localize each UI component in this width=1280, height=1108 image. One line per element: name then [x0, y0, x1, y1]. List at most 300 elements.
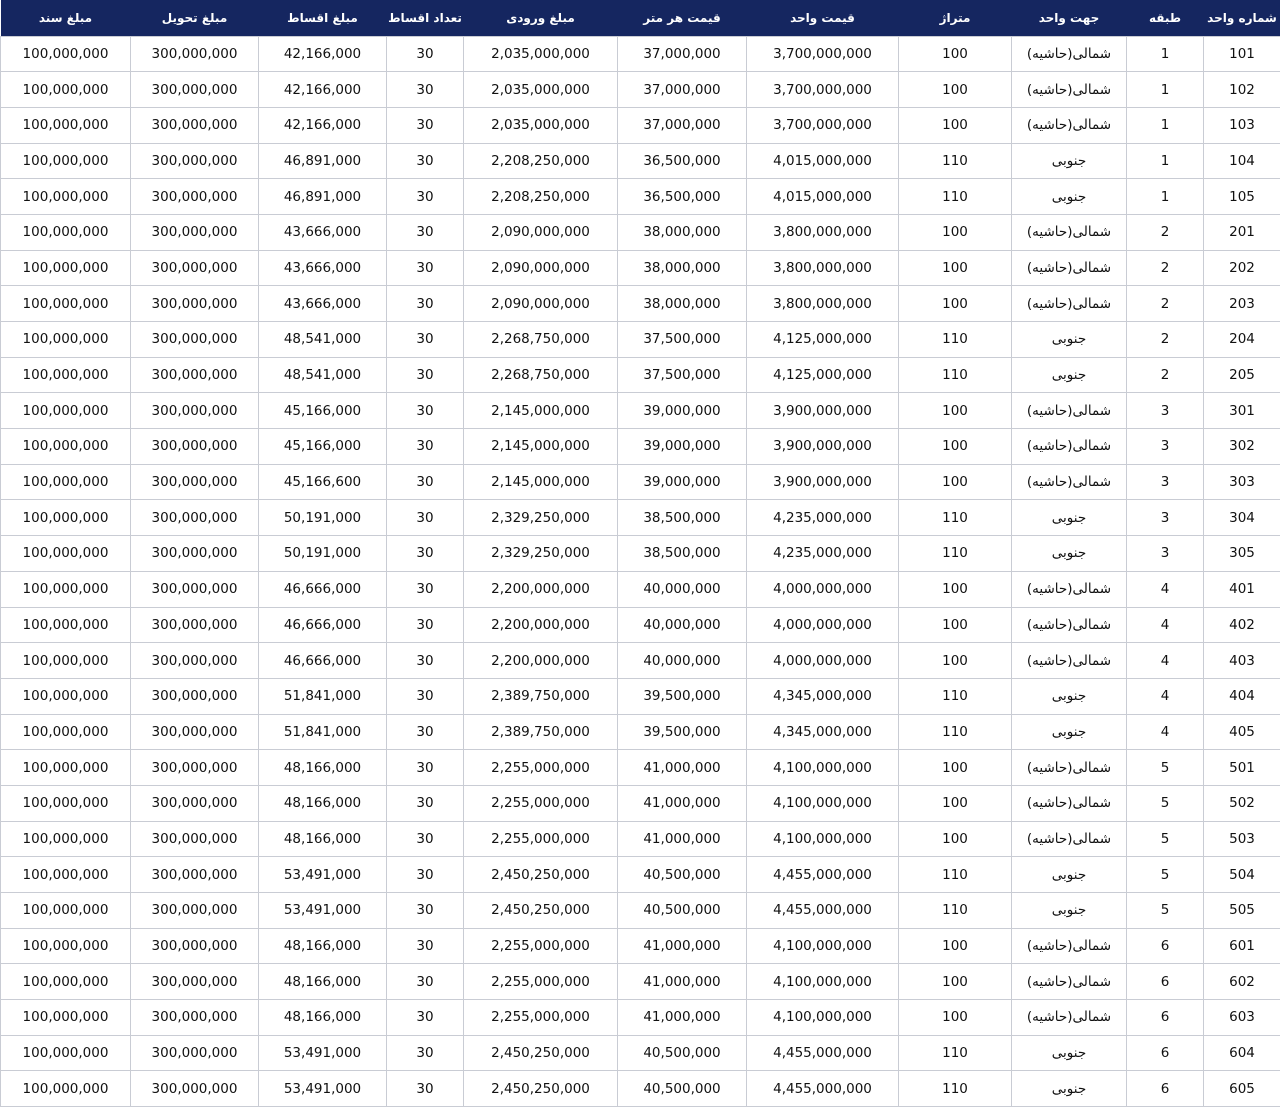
cell-unit-direction: شمالی(حاشیه) — [1012, 214, 1127, 250]
header-installment-count: تعداد اقساط — [388, 10, 462, 25]
cell-delivery-amount: 300,000,000 — [131, 964, 259, 1000]
cell-deed-amount: 100,000,000 — [1, 500, 131, 536]
cell-installment-amount: 46,666,000 — [259, 643, 387, 679]
cell-floor: 3 — [1127, 393, 1204, 429]
table-row — [1, 107, 1280, 143]
cell-area: 100 — [899, 928, 1012, 964]
header-price-per-meter: قیمت هر متر — [643, 10, 721, 25]
cell-unit-direction: جنوبی — [1012, 322, 1127, 358]
table-row — [1, 964, 1280, 1000]
cell-entry-amount: 2,208,250,000 — [464, 179, 618, 215]
cell-floor: 6 — [1127, 1035, 1204, 1071]
cell-installment-amount: 50,191,000 — [259, 500, 387, 536]
cell-deed-amount: 100,000,000 — [1, 1035, 131, 1071]
cell-installment-amount: 53,491,000 — [259, 857, 387, 893]
cell-delivery-amount: 300,000,000 — [131, 393, 259, 429]
cell-price-per-meter: 39,000,000 — [618, 393, 747, 429]
cell-deed-amount: 100,000,000 — [1, 214, 131, 250]
header-unit-number: شماره واحد — [1207, 10, 1277, 25]
cell-unit-number: 304 — [1204, 500, 1280, 536]
table-row — [1, 357, 1280, 393]
cell-unit-direction: شمالی(حاشیه) — [1012, 750, 1127, 786]
header-entry-amount: مبلغ ورودی — [506, 10, 575, 25]
cell-floor: 4 — [1127, 607, 1204, 643]
cell-floor: 5 — [1127, 893, 1204, 929]
cell-installment-amount: 53,491,000 — [259, 893, 387, 929]
cell-price-per-meter: 36,500,000 — [618, 143, 747, 179]
cell-area: 100 — [899, 286, 1012, 322]
cell-unit-direction: شمالی(حاشیه) — [1012, 1000, 1127, 1036]
cell-installment-count: 30 — [387, 107, 464, 143]
cell-delivery-amount: 300,000,000 — [131, 1000, 259, 1036]
cell-delivery-amount: 300,000,000 — [131, 143, 259, 179]
cell-deed-amount: 100,000,000 — [1, 536, 131, 572]
header-row — [1, 0, 1280, 36]
cell-installment-amount: 48,166,000 — [259, 1000, 387, 1036]
cell-price-per-meter: 37,000,000 — [618, 72, 747, 108]
cell-delivery-amount: 300,000,000 — [131, 714, 259, 750]
table-row — [1, 36, 1280, 72]
cell-installment-amount: 45,166,000 — [259, 393, 387, 429]
cell-unit-price: 3,900,000,000 — [747, 464, 899, 500]
cell-installment-count: 30 — [387, 500, 464, 536]
cell-delivery-amount: 300,000,000 — [131, 536, 259, 572]
table-row — [1, 643, 1280, 679]
table-row — [1, 536, 1280, 572]
cell-delivery-amount: 300,000,000 — [131, 571, 259, 607]
table-row — [1, 214, 1280, 250]
cell-price-per-meter: 39,000,000 — [618, 464, 747, 500]
cell-unit-number: 205 — [1204, 357, 1280, 393]
cell-deed-amount: 100,000,000 — [1, 36, 131, 72]
table-row — [1, 1000, 1280, 1036]
cell-floor: 1 — [1127, 107, 1204, 143]
cell-unit-number: 305 — [1204, 536, 1280, 572]
cell-unit-direction: شمالی(حاشیه) — [1012, 286, 1127, 322]
cell-unit-number: 503 — [1204, 821, 1280, 857]
cell-installment-amount: 42,166,000 — [259, 36, 387, 72]
cell-area: 110 — [899, 1035, 1012, 1071]
header-area: متراژ — [939, 10, 971, 25]
cell-entry-amount: 2,255,000,000 — [464, 750, 618, 786]
cell-area: 100 — [899, 964, 1012, 1000]
cell-installment-count: 30 — [387, 357, 464, 393]
cell-installment-amount: 48,541,000 — [259, 357, 387, 393]
cell-entry-amount: 2,329,250,000 — [464, 500, 618, 536]
cell-deed-amount: 100,000,000 — [1, 821, 131, 857]
cell-entry-amount: 2,255,000,000 — [464, 1000, 618, 1036]
cell-entry-amount: 2,090,000,000 — [464, 250, 618, 286]
cell-entry-amount: 2,255,000,000 — [464, 821, 618, 857]
cell-unit-direction: جنوبی — [1012, 536, 1127, 572]
cell-unit-direction: جنوبی — [1012, 678, 1127, 714]
cell-price-per-meter: 40,500,000 — [618, 893, 747, 929]
cell-installment-count: 30 — [387, 536, 464, 572]
cell-price-per-meter: 41,000,000 — [618, 1000, 747, 1036]
cell-delivery-amount: 300,000,000 — [131, 286, 259, 322]
cell-floor: 6 — [1127, 1071, 1204, 1107]
cell-unit-price: 4,100,000,000 — [747, 964, 899, 1000]
cell-unit-number: 402 — [1204, 607, 1280, 643]
cell-price-per-meter: 40,500,000 — [618, 1071, 747, 1107]
cell-floor: 6 — [1127, 1000, 1204, 1036]
table-body — [1, 36, 1280, 1107]
cell-floor: 2 — [1127, 322, 1204, 358]
cell-installment-amount: 45,166,000 — [259, 429, 387, 465]
cell-deed-amount: 100,000,000 — [1, 179, 131, 215]
cell-delivery-amount: 300,000,000 — [131, 500, 259, 536]
cell-installment-count: 30 — [387, 571, 464, 607]
table-row — [1, 143, 1280, 179]
table-row — [1, 1071, 1280, 1107]
cell-area: 110 — [899, 536, 1012, 572]
cell-unit-price: 4,000,000,000 — [747, 607, 899, 643]
cell-unit-direction: جنوبی — [1012, 714, 1127, 750]
cell-entry-amount: 2,255,000,000 — [464, 928, 618, 964]
cell-unit-direction: جنوبی — [1012, 893, 1127, 929]
cell-entry-amount: 2,035,000,000 — [464, 107, 618, 143]
cell-floor: 5 — [1127, 857, 1204, 893]
cell-area: 110 — [899, 893, 1012, 929]
cell-delivery-amount: 300,000,000 — [131, 821, 259, 857]
cell-unit-number: 504 — [1204, 857, 1280, 893]
cell-price-per-meter: 41,000,000 — [618, 750, 747, 786]
table-row — [1, 393, 1280, 429]
cell-area: 110 — [899, 143, 1012, 179]
cell-floor: 1 — [1127, 179, 1204, 215]
cell-unit-price: 4,345,000,000 — [747, 714, 899, 750]
table-row — [1, 179, 1280, 215]
cell-unit-direction: شمالی(حاشیه) — [1012, 250, 1127, 286]
cell-unit-direction: شمالی(حاشیه) — [1012, 928, 1127, 964]
cell-installment-count: 30 — [387, 464, 464, 500]
cell-price-per-meter: 41,000,000 — [618, 964, 747, 1000]
cell-unit-number: 104 — [1204, 143, 1280, 179]
cell-area: 100 — [899, 393, 1012, 429]
cell-deed-amount: 100,000,000 — [1, 857, 131, 893]
cell-deed-amount: 100,000,000 — [1, 643, 131, 679]
cell-entry-amount: 2,450,250,000 — [464, 1035, 618, 1071]
cell-installment-amount: 51,841,000 — [259, 678, 387, 714]
cell-deed-amount: 100,000,000 — [1, 72, 131, 108]
cell-installment-amount: 46,666,000 — [259, 571, 387, 607]
cell-installment-count: 30 — [387, 393, 464, 429]
cell-price-per-meter: 38,000,000 — [618, 214, 747, 250]
cell-unit-number: 401 — [1204, 571, 1280, 607]
cell-entry-amount: 2,145,000,000 — [464, 464, 618, 500]
cell-deed-amount: 100,000,000 — [1, 1071, 131, 1107]
cell-installment-amount: 43,666,000 — [259, 286, 387, 322]
cell-unit-number: 202 — [1204, 250, 1280, 286]
cell-area: 100 — [899, 607, 1012, 643]
cell-installment-count: 30 — [387, 714, 464, 750]
cell-deed-amount: 100,000,000 — [1, 750, 131, 786]
table-row — [1, 928, 1280, 964]
cell-unit-direction: شمالی(حاشیه) — [1012, 607, 1127, 643]
cell-unit-direction: جنوبی — [1012, 1071, 1127, 1107]
cell-deed-amount: 100,000,000 — [1, 928, 131, 964]
cell-price-per-meter: 38,500,000 — [618, 500, 747, 536]
cell-entry-amount: 2,145,000,000 — [464, 429, 618, 465]
cell-delivery-amount: 300,000,000 — [131, 464, 259, 500]
cell-installment-count: 30 — [387, 1035, 464, 1071]
cell-deed-amount: 100,000,000 — [1, 714, 131, 750]
cell-area: 100 — [899, 464, 1012, 500]
cell-unit-price: 4,235,000,000 — [747, 500, 899, 536]
table-row — [1, 714, 1280, 750]
table-row — [1, 500, 1280, 536]
cell-price-per-meter: 36,500,000 — [618, 179, 747, 215]
cell-entry-amount: 2,268,750,000 — [464, 357, 618, 393]
cell-price-per-meter: 41,000,000 — [618, 821, 747, 857]
cell-installment-count: 30 — [387, 1071, 464, 1107]
cell-deed-amount: 100,000,000 — [1, 107, 131, 143]
cell-floor: 4 — [1127, 714, 1204, 750]
cell-unit-number: 101 — [1204, 36, 1280, 72]
cell-delivery-amount: 300,000,000 — [131, 1035, 259, 1071]
cell-price-per-meter: 37,000,000 — [618, 107, 747, 143]
cell-installment-amount: 48,541,000 — [259, 322, 387, 358]
cell-entry-amount: 2,450,250,000 — [464, 857, 618, 893]
cell-unit-direction: شمالی(حاشیه) — [1012, 643, 1127, 679]
cell-area: 110 — [899, 714, 1012, 750]
cell-installment-count: 30 — [387, 1000, 464, 1036]
cell-installment-amount: 46,891,000 — [259, 143, 387, 179]
cell-entry-amount: 2,200,000,000 — [464, 571, 618, 607]
cell-unit-direction: شمالی(حاشیه) — [1012, 36, 1127, 72]
cell-unit-direction: جنوبی — [1012, 143, 1127, 179]
cell-unit-price: 4,125,000,000 — [747, 322, 899, 358]
cell-delivery-amount: 300,000,000 — [131, 607, 259, 643]
cell-installment-count: 30 — [387, 322, 464, 358]
cell-entry-amount: 2,255,000,000 — [464, 964, 618, 1000]
table-row — [1, 429, 1280, 465]
cell-unit-direction: شمالی(حاشیه) — [1012, 429, 1127, 465]
cell-installment-count: 30 — [387, 429, 464, 465]
cell-unit-direction: جنوبی — [1012, 357, 1127, 393]
cell-unit-direction: شمالی(حاشیه) — [1012, 964, 1127, 1000]
cell-unit-number: 605 — [1204, 1071, 1280, 1107]
header-delivery-amount: مبلغ تحویل — [161, 10, 228, 25]
cell-unit-price: 4,015,000,000 — [747, 179, 899, 215]
cell-installment-count: 30 — [387, 893, 464, 929]
header-deed-amount: مبلغ سند — [38, 10, 93, 25]
table-row — [1, 857, 1280, 893]
cell-area: 100 — [899, 571, 1012, 607]
cell-entry-amount: 2,035,000,000 — [464, 72, 618, 108]
cell-entry-amount: 2,268,750,000 — [464, 322, 618, 358]
cell-area: 110 — [899, 500, 1012, 536]
cell-unit-price: 3,800,000,000 — [747, 286, 899, 322]
cell-entry-amount: 2,145,000,000 — [464, 393, 618, 429]
cell-deed-amount: 100,000,000 — [1, 964, 131, 1000]
cell-unit-price: 3,900,000,000 — [747, 429, 899, 465]
cell-delivery-amount: 300,000,000 — [131, 678, 259, 714]
cell-area: 100 — [899, 107, 1012, 143]
cell-entry-amount: 2,450,250,000 — [464, 1071, 618, 1107]
cell-price-per-meter: 37,500,000 — [618, 357, 747, 393]
cell-unit-direction: شمالی(حاشیه) — [1012, 107, 1127, 143]
cell-installment-count: 30 — [387, 857, 464, 893]
cell-deed-amount: 100,000,000 — [1, 571, 131, 607]
cell-price-per-meter: 40,000,000 — [618, 643, 747, 679]
cell-floor: 6 — [1127, 964, 1204, 1000]
cell-unit-price: 4,455,000,000 — [747, 857, 899, 893]
cell-installment-count: 30 — [387, 964, 464, 1000]
cell-price-per-meter: 40,500,000 — [618, 1035, 747, 1071]
cell-entry-amount: 2,090,000,000 — [464, 214, 618, 250]
cell-delivery-amount: 300,000,000 — [131, 179, 259, 215]
cell-unit-price: 4,455,000,000 — [747, 893, 899, 929]
cell-unit-number: 601 — [1204, 928, 1280, 964]
cell-floor: 2 — [1127, 214, 1204, 250]
cell-floor: 5 — [1127, 821, 1204, 857]
cell-installment-amount: 53,491,000 — [259, 1035, 387, 1071]
cell-delivery-amount: 300,000,000 — [131, 857, 259, 893]
table-header — [1, 0, 1280, 36]
cell-unit-direction: شمالی(حاشیه) — [1012, 464, 1127, 500]
cell-unit-price: 4,100,000,000 — [747, 928, 899, 964]
cell-entry-amount: 2,035,000,000 — [464, 36, 618, 72]
cell-unit-price: 4,125,000,000 — [747, 357, 899, 393]
cell-installment-amount: 46,891,000 — [259, 179, 387, 215]
header-installment-amount: مبلغ اقساط — [287, 10, 358, 25]
cell-unit-number: 303 — [1204, 464, 1280, 500]
cell-unit-number: 105 — [1204, 179, 1280, 215]
cell-price-per-meter: 39,000,000 — [618, 429, 747, 465]
cell-unit-number: 502 — [1204, 785, 1280, 821]
cell-deed-amount: 100,000,000 — [1, 678, 131, 714]
cell-unit-number: 103 — [1204, 107, 1280, 143]
cell-installment-count: 30 — [387, 678, 464, 714]
table-row — [1, 322, 1280, 358]
cell-delivery-amount: 300,000,000 — [131, 785, 259, 821]
cell-delivery-amount: 300,000,000 — [131, 643, 259, 679]
cell-deed-amount: 100,000,000 — [1, 1000, 131, 1036]
cell-installment-amount: 43,666,000 — [259, 214, 387, 250]
cell-unit-number: 404 — [1204, 678, 1280, 714]
cell-unit-number: 201 — [1204, 214, 1280, 250]
cell-area: 110 — [899, 179, 1012, 215]
cell-delivery-amount: 300,000,000 — [131, 214, 259, 250]
table-row — [1, 750, 1280, 786]
cell-deed-amount: 100,000,000 — [1, 893, 131, 929]
cell-delivery-amount: 300,000,000 — [131, 750, 259, 786]
cell-unit-price: 4,455,000,000 — [747, 1035, 899, 1071]
cell-installment-amount: 43,666,000 — [259, 250, 387, 286]
cell-unit-price: 3,800,000,000 — [747, 214, 899, 250]
cell-unit-number: 301 — [1204, 393, 1280, 429]
cell-delivery-amount: 300,000,000 — [131, 322, 259, 358]
cell-unit-number: 603 — [1204, 1000, 1280, 1036]
cell-installment-count: 30 — [387, 750, 464, 786]
cell-price-per-meter: 40,000,000 — [618, 607, 747, 643]
cell-area: 100 — [899, 72, 1012, 108]
cell-area: 110 — [899, 1071, 1012, 1107]
cell-installment-amount: 42,166,000 — [259, 72, 387, 108]
cell-unit-number: 302 — [1204, 429, 1280, 465]
cell-floor: 2 — [1127, 286, 1204, 322]
cell-entry-amount: 2,329,250,000 — [464, 536, 618, 572]
cell-delivery-amount: 300,000,000 — [131, 36, 259, 72]
cell-price-per-meter: 39,500,000 — [618, 714, 747, 750]
table-row — [1, 286, 1280, 322]
cell-price-per-meter: 37,000,000 — [618, 36, 747, 72]
cell-area: 100 — [899, 36, 1012, 72]
cell-floor: 2 — [1127, 250, 1204, 286]
table-row — [1, 785, 1280, 821]
cell-installment-amount: 42,166,000 — [259, 107, 387, 143]
cell-floor: 1 — [1127, 36, 1204, 72]
cell-price-per-meter: 38,000,000 — [618, 250, 747, 286]
cell-installment-count: 30 — [387, 179, 464, 215]
cell-floor: 3 — [1127, 429, 1204, 465]
cell-delivery-amount: 300,000,000 — [131, 357, 259, 393]
cell-floor: 5 — [1127, 785, 1204, 821]
cell-price-per-meter: 37,500,000 — [618, 322, 747, 358]
cell-unit-direction: شمالی(حاشیه) — [1012, 393, 1127, 429]
cell-floor: 5 — [1127, 750, 1204, 786]
cell-unit-price: 3,700,000,000 — [747, 72, 899, 108]
cell-area: 110 — [899, 857, 1012, 893]
cell-unit-price: 4,000,000,000 — [747, 571, 899, 607]
cell-unit-price: 3,700,000,000 — [747, 36, 899, 72]
cell-installment-count: 30 — [387, 607, 464, 643]
cell-unit-number: 501 — [1204, 750, 1280, 786]
cell-area: 100 — [899, 821, 1012, 857]
table-row — [1, 72, 1280, 108]
cell-deed-amount: 100,000,000 — [1, 322, 131, 358]
cell-floor: 4 — [1127, 678, 1204, 714]
cell-installment-amount: 48,166,000 — [259, 750, 387, 786]
cell-floor: 4 — [1127, 571, 1204, 607]
cell-entry-amount: 2,200,000,000 — [464, 607, 618, 643]
cell-area: 100 — [899, 1000, 1012, 1036]
cell-installment-count: 30 — [387, 250, 464, 286]
cell-deed-amount: 100,000,000 — [1, 143, 131, 179]
cell-area: 100 — [899, 214, 1012, 250]
cell-entry-amount: 2,208,250,000 — [464, 143, 618, 179]
cell-area: 100 — [899, 250, 1012, 286]
cell-unit-price: 4,455,000,000 — [747, 1071, 899, 1107]
cell-deed-amount: 100,000,000 — [1, 357, 131, 393]
cell-price-per-meter: 40,500,000 — [618, 857, 747, 893]
table-row — [1, 250, 1280, 286]
cell-entry-amount: 2,200,000,000 — [464, 643, 618, 679]
cell-unit-price: 4,000,000,000 — [747, 643, 899, 679]
header-floor: طبقه — [1148, 10, 1182, 25]
cell-unit-direction: شمالی(حاشیه) — [1012, 821, 1127, 857]
cell-price-per-meter: 39,500,000 — [618, 678, 747, 714]
cell-installment-count: 30 — [387, 821, 464, 857]
header-unit-price: قیمت واحد — [790, 10, 855, 25]
cell-unit-number: 403 — [1204, 643, 1280, 679]
cell-installment-amount: 50,191,000 — [259, 536, 387, 572]
cell-installment-count: 30 — [387, 286, 464, 322]
cell-unit-direction: شمالی(حاشیه) — [1012, 571, 1127, 607]
cell-price-per-meter: 38,000,000 — [618, 286, 747, 322]
cell-entry-amount: 2,389,750,000 — [464, 678, 618, 714]
cell-floor: 2 — [1127, 357, 1204, 393]
cell-installment-amount: 46,666,000 — [259, 607, 387, 643]
cell-unit-number: 604 — [1204, 1035, 1280, 1071]
cell-installment-amount: 48,166,000 — [259, 785, 387, 821]
cell-floor: 3 — [1127, 536, 1204, 572]
cell-delivery-amount: 300,000,000 — [131, 928, 259, 964]
cell-unit-price: 3,900,000,000 — [747, 393, 899, 429]
cell-installment-amount: 45,166,600 — [259, 464, 387, 500]
cell-area: 110 — [899, 357, 1012, 393]
